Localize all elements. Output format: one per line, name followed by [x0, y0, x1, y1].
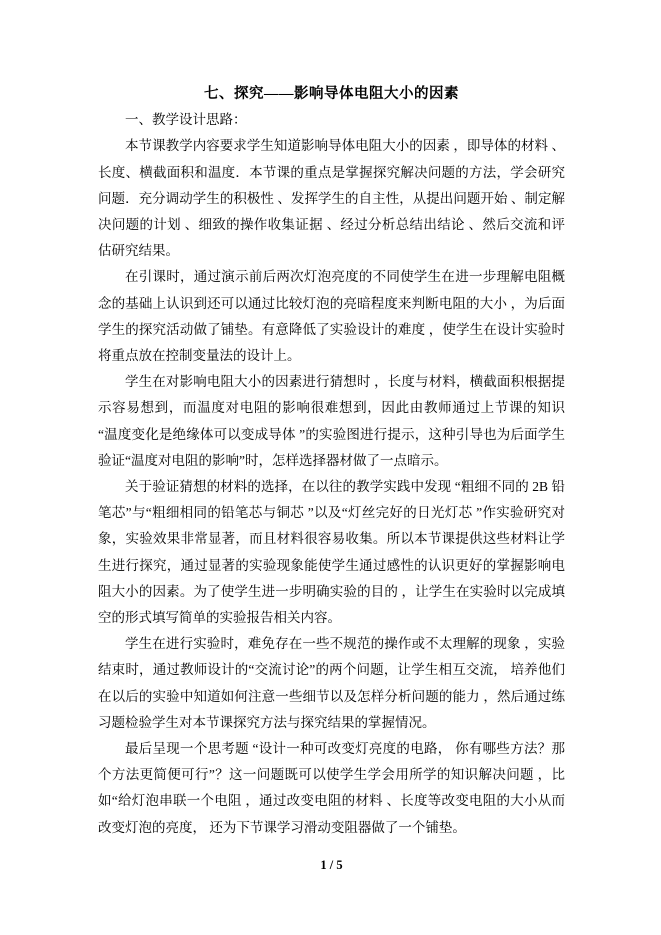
- body-paragraph: 关于验证猜想的材料的选择，在以往的教学实践中发现 “粗细不同的 2B 铅笔芯”与“粗细相同的铅笔芯与铜芯 ”以及“灯丝完好的日光灯芯 ”作实验研究对象，实验效果非常显著，而且材料很容易收集。所以本节课提供这些材料让学生进行探究，通过显著的实验现象能使学生通过感性的认识更好的掌握影响电阻大小的因素。为了使学生进一步明确实验的目的 ，让学生在实验时以完成填空的形式填写简单的实验报告相关内容。: [98, 479, 565, 626]
- body-paragraph: 本节课教学内容要求学生知道影响导体电阻大小的因素 ，即导体的材料 、长度、横截面积和温度．本节课的重点是掌握探究解决问题的方法，学会研究问题．充分调动学生的积极性 、发挥学生的自主性，从提出问题开始 、制定解决问题的计划 、细致的操作收集证据 、经过分析总结出结论 、然后交流和评估研究结果。: [98, 138, 565, 259]
- page-number: 1 / 5: [320, 857, 343, 872]
- body-paragraph: 最后呈现一个思考题 “设计一种可改变灯亮度的电路， 你有哪些方法？那个方法更简便可行”？这一问题既可以使学生学会用所学的知识解决问题 ，比如“给灯泡串联一个电阻 ，通过改变电阻的材料 、长度等改变电阻的大小从而改变灯泡的亮度， 还为下节课学习滑动变阻器做了一个铺垫。: [98, 741, 565, 835]
- body-paragraph: 学生在进行实验时，难免存在一些不规范的操作或不太理解的现象 ，实验结束时，通过教师设计的“交流讨论”的两个问题，让学生相互交流， 培养他们在以后的实验中知道如何注意一些细节以及怎样分析问题的能力 ，然后通过练习题检验学生对本节课探究方法与探究结果的掌握情况。: [98, 636, 565, 730]
- body-paragraph: 在引课时，通过演示前后两次灯泡亮度的不同使学生在进一步理解电阻概念的基础上认识到还可以通过比较灯泡的亮暗程度来判断电阻的大小 ，为后面学生的探究活动做了铺垫。有意降低了实验设计的难度 ，使学生在设计实验时将重点放在控制变量法的设计上。: [98, 269, 565, 364]
- document-title: 七、探究——影响导体电阻大小的因素: [204, 86, 459, 102]
- document-body: [98, 133, 565, 840]
- section-heading: 一、教学设计思路：: [125, 112, 247, 128]
- body-paragraph: 学生在对影响电阻大小的因素进行猜想时 ，长度与材料，横截面积根据提示容易想到，而温度对电阻的影响很难想到，因此由教师通过上节课的知识 “温度变化是绝缘体可以变成导体 ”的实验图进行提示，这种引导也为后面学生验证“温度对电阻的影响”时，怎样选择器材做了一点暗示。: [98, 374, 565, 468]
